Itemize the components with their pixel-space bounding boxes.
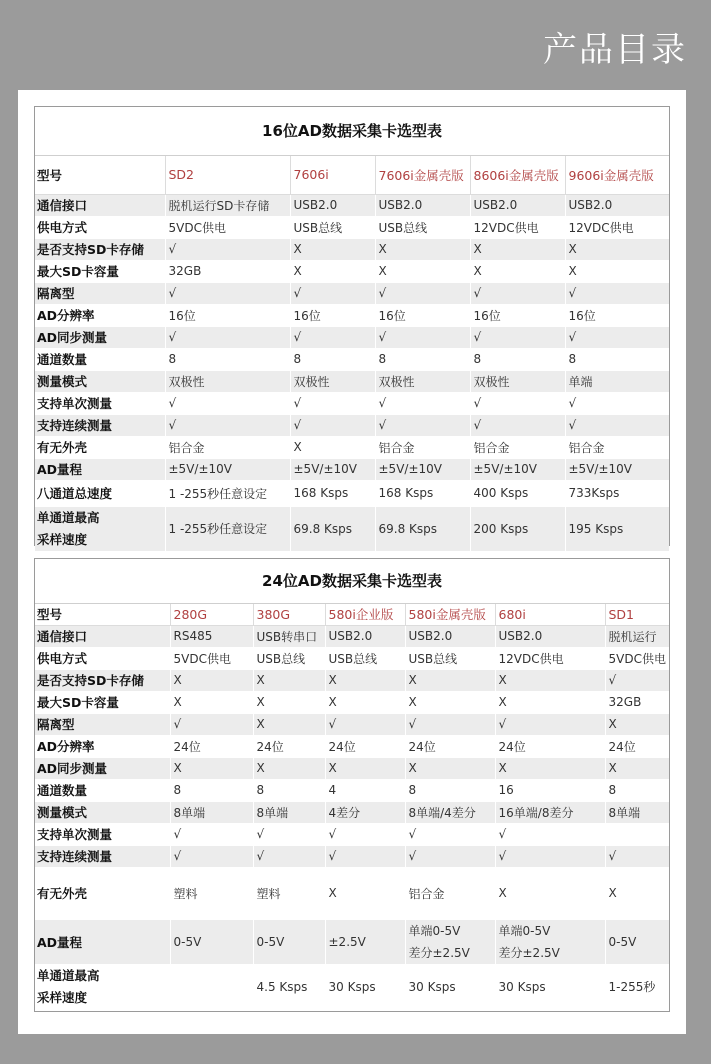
cell-value: 8 [405, 779, 495, 801]
row-label: 八通道总速度 [35, 480, 165, 506]
table-row [35, 735, 669, 757]
cell-value [495, 919, 605, 964]
cell-value: 0-5V [170, 919, 253, 964]
cell-value: X [565, 238, 669, 260]
cell-value [405, 919, 495, 964]
cell-value: ±5V/±10V [565, 458, 669, 480]
table-row [35, 669, 669, 691]
table-row [35, 216, 669, 238]
table-row [35, 414, 669, 436]
cell-value: X [605, 713, 669, 735]
cell-value: √ [405, 845, 495, 867]
cell-value: USB转串口 [253, 625, 325, 647]
model-name: SD1 [605, 604, 669, 625]
cell-value: X [170, 669, 253, 691]
cell-value: 8单端 [605, 801, 669, 823]
row-label: 有无外壳 [35, 867, 170, 919]
cell-value: 16位 [375, 304, 470, 326]
row-label: AD分辨率 [35, 735, 170, 757]
cell-value: √ [470, 414, 565, 436]
cell-value: 12VDC供电 [495, 647, 605, 669]
cell-value: 24位 [253, 735, 325, 757]
cell-value: USB总线 [325, 647, 405, 669]
row-label-line: 单通道最高 [37, 509, 100, 525]
cell-value: X [375, 260, 470, 282]
cell-value: √ [165, 414, 290, 436]
cell-value: X [495, 867, 605, 919]
row-label: 隔离型 [35, 713, 170, 735]
cell-value: √ [165, 392, 290, 414]
cell-value: 30 Ksps [495, 964, 605, 1009]
cell-value: √ [495, 823, 605, 845]
cell-value: 1 -255秒任意设定 [165, 480, 290, 506]
table-24bit [34, 558, 670, 1012]
row-label: 隔离型 [35, 282, 165, 304]
cell-value: 24位 [405, 735, 495, 757]
cell-value: √ [253, 823, 325, 845]
cell-value: 8 [170, 779, 253, 801]
cell-value: 8 [605, 779, 669, 801]
cell-value: X [325, 691, 405, 713]
cell-value: X [170, 757, 253, 779]
cell-value: 24位 [495, 735, 605, 757]
table-row [35, 156, 669, 194]
cell-value: √ [290, 326, 375, 348]
cell-value: X [405, 669, 495, 691]
cell-value: RS485 [170, 625, 253, 647]
cell-value: √ [165, 238, 290, 260]
cell-value: 16位 [290, 304, 375, 326]
table-row [35, 392, 669, 414]
table-row [35, 647, 669, 669]
table-row [35, 625, 669, 647]
cell-value: 30 Ksps [325, 964, 405, 1009]
table-row [35, 713, 669, 735]
cell-value: ±5V/±10V [470, 458, 565, 480]
cell-value: 24位 [325, 735, 405, 757]
cell-value: USB2.0 [470, 194, 565, 216]
cell-value: √ [165, 282, 290, 304]
model-name: 280G [170, 604, 253, 625]
model-name: 580i企业版 [325, 604, 405, 625]
cell-value: ±2.5V [325, 919, 405, 964]
cell-value: 铝合金 [565, 436, 669, 458]
cell-value: 195 Ksps [565, 506, 669, 551]
cell-value: X [253, 691, 325, 713]
cell-value: √ [495, 845, 605, 867]
row-label: AD量程 [35, 458, 165, 480]
cell-value: 8单端 [253, 801, 325, 823]
cell-value: X [290, 436, 375, 458]
cell-value: X [605, 867, 669, 919]
table-row [35, 506, 669, 551]
table-row [35, 604, 669, 625]
cell-value: X [290, 260, 375, 282]
cell-value [170, 964, 253, 1009]
cell-value: USB总线 [253, 647, 325, 669]
cell-value: 24位 [170, 735, 253, 757]
cell-value: X [325, 867, 405, 919]
cell-value: 16位 [565, 304, 669, 326]
cell-value: √ [495, 713, 605, 735]
row-label: 是否支持SD卡存储 [35, 238, 165, 260]
row-label: 有无外壳 [35, 436, 165, 458]
cell-value: USB2.0 [290, 194, 375, 216]
cell-value: 168 Ksps [375, 480, 470, 506]
cell-value: X [253, 713, 325, 735]
cell-value: 32GB [165, 260, 290, 282]
row-label: 测量模式 [35, 370, 165, 392]
row-label-line: 采样速度 [37, 989, 88, 1005]
row-label: 最大SD卡容量 [35, 691, 170, 713]
cell-value: √ [405, 713, 495, 735]
cell-value: √ [325, 845, 405, 867]
cell-value: √ [253, 845, 325, 867]
cell-value: 脱机运行 [605, 625, 669, 647]
cell-value: √ [375, 392, 470, 414]
cell-value: USB2.0 [405, 625, 495, 647]
table-row [35, 964, 669, 1009]
table-row [35, 370, 669, 392]
cell-value: 1 -255秒任意设定 [165, 506, 290, 551]
cell-value: X [253, 669, 325, 691]
cell-value: 双极性 [375, 370, 470, 392]
cell-value: 8 [253, 779, 325, 801]
cell-value: X [375, 238, 470, 260]
row-label: 通道数量 [35, 779, 170, 801]
cell-value: X [290, 238, 375, 260]
cell-value: 双极性 [470, 370, 565, 392]
cell-value: ±5V/±10V [290, 458, 375, 480]
table-row [35, 823, 669, 845]
cell-value: √ [605, 845, 669, 867]
cell-value: 733Ksps [565, 480, 669, 506]
table-16bit-grid [35, 156, 669, 552]
models-label: 型号 [35, 604, 170, 625]
table-16bit [34, 106, 670, 546]
table-16bit-title: 16位AD数据采集卡选型表 [35, 107, 669, 156]
cell-value: USB2.0 [375, 194, 470, 216]
cell-value: 16单端/8差分 [495, 801, 605, 823]
cell-value: X [495, 669, 605, 691]
cell-value: ±5V/±10V [375, 458, 470, 480]
row-label: 供电方式 [35, 647, 170, 669]
cell-value: √ [565, 282, 669, 304]
cell-value: √ [470, 392, 565, 414]
cell-value: 8单端/4差分 [405, 801, 495, 823]
cell-value: 双极性 [165, 370, 290, 392]
cell-value: √ [375, 326, 470, 348]
cell-value: √ [325, 823, 405, 845]
cell-value: √ [290, 414, 375, 436]
cell-value: √ [565, 326, 669, 348]
table-row [35, 867, 669, 919]
cell-value: X [325, 669, 405, 691]
table-24bit-title: 24位AD数据采集卡选型表 [35, 559, 669, 604]
table-row [35, 260, 669, 282]
cell-value: 铝合金 [405, 867, 495, 919]
cell-value-line: 单端0-5V [408, 923, 461, 938]
cell-value: 双极性 [290, 370, 375, 392]
cell-value: √ [470, 326, 565, 348]
cell-value: 16位 [165, 304, 290, 326]
cell-value: 200 Ksps [470, 506, 565, 551]
cell-value: 32GB [605, 691, 669, 713]
cell-value: 168 Ksps [290, 480, 375, 506]
cell-value: √ [290, 392, 375, 414]
cell-value: X [470, 238, 565, 260]
cell-value: √ [325, 713, 405, 735]
row-label: 支持单次测量 [35, 823, 170, 845]
cell-value: 5VDC供电 [170, 647, 253, 669]
model-name: 7606i金属壳版 [375, 156, 470, 194]
table-row [35, 238, 669, 260]
model-name: 7606i [290, 156, 375, 194]
cell-value: USB总线 [290, 216, 375, 238]
row-label: 是否支持SD卡存储 [35, 669, 170, 691]
cell-value: X [470, 260, 565, 282]
table-row [35, 845, 669, 867]
cell-value: 塑料 [253, 867, 325, 919]
cell-value: 8 [565, 348, 669, 370]
cell-value [605, 823, 669, 845]
cell-value: X [405, 757, 495, 779]
cell-value: X [325, 757, 405, 779]
cell-value: USB2.0 [565, 194, 669, 216]
cell-value: 铝合金 [165, 436, 290, 458]
cell-value: 单端 [565, 370, 669, 392]
table-row [35, 326, 669, 348]
cell-value: USB2.0 [325, 625, 405, 647]
cell-value: √ [170, 845, 253, 867]
cell-value: 8 [165, 348, 290, 370]
cell-value: 30 Ksps [405, 964, 495, 1009]
model-name: 8606i金属壳版 [470, 156, 565, 194]
models-label: 型号 [35, 156, 165, 194]
table-row [35, 779, 669, 801]
cell-value: X [495, 691, 605, 713]
catalog-sheet [18, 90, 686, 1034]
model-name: 680i [495, 604, 605, 625]
cell-value: X [495, 757, 605, 779]
cell-value: √ [375, 414, 470, 436]
cell-value-line: 单端0-5V [498, 923, 551, 938]
cell-value: 0-5V [253, 919, 325, 964]
cell-value: 铝合金 [375, 436, 470, 458]
cell-value: √ [565, 414, 669, 436]
cell-value: 12VDC供电 [470, 216, 565, 238]
cell-value: USB总线 [375, 216, 470, 238]
cell-value: √ [405, 823, 495, 845]
model-name: 580i金属壳版 [405, 604, 495, 625]
row-label: 支持连续测量 [35, 845, 170, 867]
row-label: 最大SD卡容量 [35, 260, 165, 282]
cell-value: 5VDC供电 [605, 647, 669, 669]
cell-value: √ [170, 713, 253, 735]
row-label: AD同步测量 [35, 326, 165, 348]
table-row [35, 691, 669, 713]
model-name: SD2 [165, 156, 290, 194]
cell-value: X [405, 691, 495, 713]
cell-value: √ [605, 669, 669, 691]
page-title: 产品目录 [543, 30, 687, 70]
row-label: 供电方式 [35, 216, 165, 238]
model-name: 9606i金属壳版 [565, 156, 669, 194]
cell-value: 8 [290, 348, 375, 370]
cell-value: 12VDC供电 [565, 216, 669, 238]
row-label: AD量程 [35, 919, 170, 964]
cell-value: 8单端 [170, 801, 253, 823]
table-row [35, 194, 669, 216]
cell-value: √ [565, 392, 669, 414]
row-label-line: 采样速度 [37, 531, 88, 547]
cell-value: X [253, 757, 325, 779]
table-row [35, 480, 669, 506]
row-label [35, 506, 165, 551]
row-label: 支持连续测量 [35, 414, 165, 436]
cell-value: ±5V/±10V [165, 458, 290, 480]
row-label: 支持单次测量 [35, 392, 165, 414]
table-row [35, 757, 669, 779]
row-label: 通道数量 [35, 348, 165, 370]
cell-value-line: 差分±2.5V [408, 945, 470, 960]
cell-value: 0-5V [605, 919, 669, 964]
cell-value: 8 [470, 348, 565, 370]
table-row [35, 282, 669, 304]
table-row [35, 919, 669, 964]
row-label: 测量模式 [35, 801, 170, 823]
cell-value: 400 Ksps [470, 480, 565, 506]
cell-value: √ [375, 282, 470, 304]
cell-value: 69.8 Ksps [290, 506, 375, 551]
cell-value: √ [165, 326, 290, 348]
cell-value: X [565, 260, 669, 282]
row-label-line: 单通道最高 [37, 967, 100, 983]
cell-value: X [170, 691, 253, 713]
row-label [35, 964, 170, 1009]
table-24bit-grid [35, 604, 669, 1010]
cell-value: 24位 [605, 735, 669, 757]
cell-value: 16 [495, 779, 605, 801]
cell-value: 塑料 [170, 867, 253, 919]
table-row [35, 348, 669, 370]
row-label: AD分辨率 [35, 304, 165, 326]
cell-value: X [605, 757, 669, 779]
cell-value: √ [290, 282, 375, 304]
model-name: 380G [253, 604, 325, 625]
table-row [35, 436, 669, 458]
cell-value: √ [170, 823, 253, 845]
cell-value: 铝合金 [470, 436, 565, 458]
cell-value: 8 [375, 348, 470, 370]
cell-value: USB2.0 [495, 625, 605, 647]
row-label: AD同步测量 [35, 757, 170, 779]
cell-value: USB总线 [405, 647, 495, 669]
cell-value: 脱机运行SD卡存储 [165, 194, 290, 216]
cell-value: 4 [325, 779, 405, 801]
row-label: 通信接口 [35, 625, 170, 647]
cell-value: 69.8 Ksps [375, 506, 470, 551]
table-row [35, 304, 669, 326]
row-label: 通信接口 [35, 194, 165, 216]
cell-value-line: 差分±2.5V [498, 945, 560, 960]
table-row [35, 801, 669, 823]
cell-value: 1-255秒 [605, 964, 669, 1009]
cell-value: 4.5 Ksps [253, 964, 325, 1009]
table-row [35, 458, 669, 480]
cell-value: 5VDC供电 [165, 216, 290, 238]
cell-value: √ [470, 282, 565, 304]
cell-value: 16位 [470, 304, 565, 326]
cell-value: 4差分 [325, 801, 405, 823]
